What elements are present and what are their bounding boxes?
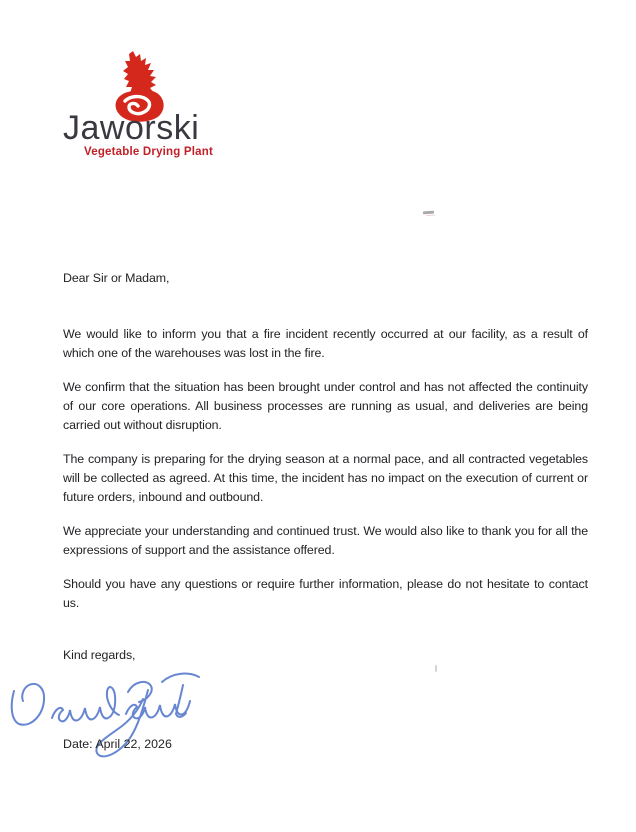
paragraph-appreciation: We appreciate your understanding and continued trust. We would also like to thank you for all the expressions of support and the assistance offered. [63,524,588,557]
closing-phrase: Kind regards, [63,648,136,662]
scan-artifact [423,211,434,215]
paragraph-fire-incident: We would like to inform you that a fire incident recently occurred at our facility, as a result of which one of the warehouses was lost in the fire. [63,327,588,360]
paragraph-contact: Should you have any questions or require further information, please do not hesitate to contact us. [63,577,588,610]
salutation: Dear Sir or Madam, [63,271,170,285]
company-logo [63,50,283,168]
paragraph-drying-season: The company is preparing for the drying season at a normal pace, and all contracted vegetables will be collected as agreed. At this time, the incident has no impact on the execution of current or future orders, inbound and outbound. [63,452,588,504]
date-line: Date: April 22, 2026 [63,737,172,751]
company-name: Jaworski [63,109,200,147]
paragraph-situation-control: We confirm that the situation has been brought under control and has not affected the continuity of our core operations. All business processes are running as usual, and deliveries are being carried out without disruption. [63,380,588,432]
company-tagline: Vegetable Drying Plant [84,146,214,158]
scan-artifact [435,665,437,672]
letter-body [63,269,588,665]
